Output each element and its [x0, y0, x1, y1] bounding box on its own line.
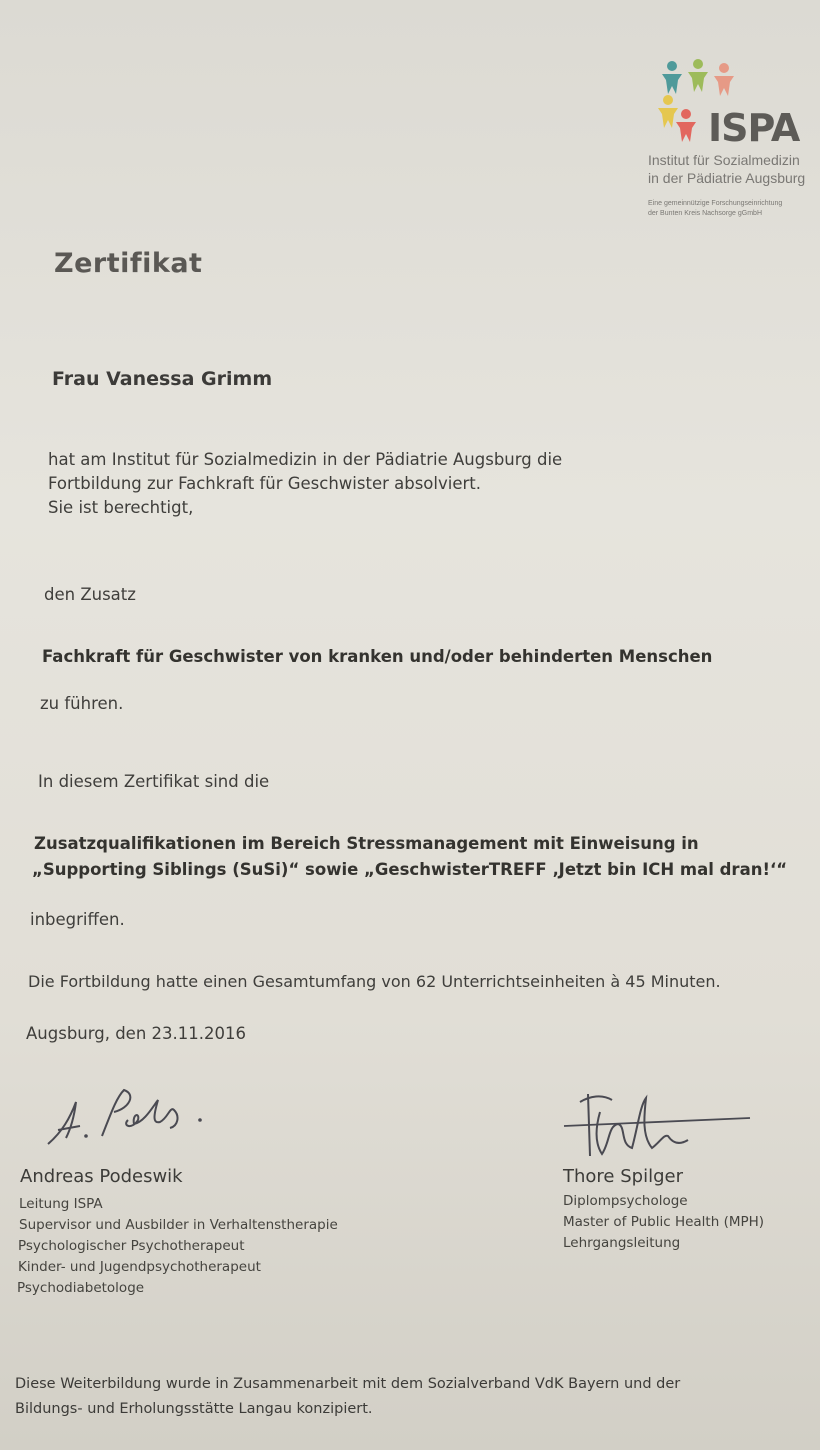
signatory-2-role-2: Master of Public Health (MPH): [563, 1214, 765, 1230]
included-line-1: Zusatzqualifikationen im Bereich Stressmanagement mit Einweisung in: [34, 834, 699, 853]
included-intro: In diesem Zertifikat sind die: [38, 772, 270, 791]
fuehren-text: zu führen.: [40, 694, 124, 713]
inbegriffen-text: inbegriffen.: [30, 910, 125, 929]
scope-text: Die Fortbildung hatte einen Gesamtumfang von 62 Unterrichtseinheiten à 45 Minuten.: [28, 972, 721, 991]
qualification-title: Fachkraft für Geschwister von kranken und/oder behinderten Menschen: [42, 647, 713, 666]
recipient-name: Frau Vanessa Grimm: [52, 368, 273, 390]
included-line-2: „Supporting Siblings (SuSi)“ sowie „GeschwisterTREFF ‚Jetzt bin ICH mal dran!‘“: [32, 860, 788, 879]
ispa-logo: [640, 52, 820, 232]
signatory-2-name: Thore Spilger: [563, 1166, 683, 1187]
certificate-title: Zertifikat: [54, 248, 203, 279]
signatory-1-role-3: Psychologischer Psychotherapeut: [18, 1238, 245, 1254]
intro-line-1: hat am Institut für Sozialmedizin in der Pädiatrie Augsburg die: [48, 450, 563, 469]
zusatz-label: den Zusatz: [44, 585, 136, 604]
signatory-1-role-4: Kinder- und Jugendpsychotherapeut: [18, 1259, 261, 1275]
footer-line-1: Diese Weiterbildung wurde in Zusammenarbeit mit dem Sozialverband VdK Bayern und der: [15, 1376, 681, 1392]
signatory-1-role-2: Supervisor und Ausbilder in Verhaltenstherapie: [19, 1217, 338, 1233]
signatory-1-role-5: Psychodiabetologe: [17, 1280, 145, 1296]
signatory-2-role-1: Diplompsychologe: [563, 1193, 688, 1209]
logo-word: ISPA: [708, 106, 800, 150]
logo-tiny-2: der Bunten Kreis Nachsorge gGmbH: [648, 210, 762, 217]
signatory-2-role-3: Lehrgangsleitung: [563, 1235, 681, 1251]
place-date: Augsburg, den 23.11.2016: [26, 1024, 247, 1043]
signature-spilger: [560, 1086, 760, 1166]
signatory-1-name: Andreas Podeswik: [20, 1166, 183, 1187]
intro-line-3: Sie ist berechtigt,: [48, 498, 194, 517]
logo-line-2: in der Pädiatrie Augsburg: [648, 170, 806, 186]
logo-line-1: Institut für Sozialmedizin: [648, 152, 800, 168]
logo-tiny-1: Eine gemeinnützige Forschungseinrichtung: [648, 200, 783, 207]
signature-podeswik: [40, 1080, 220, 1155]
signatory-1-role-1: Leitung ISPA: [19, 1196, 103, 1212]
footer-line-2: Bildungs- und Erholungsstätte Langau konzipiert.: [15, 1401, 373, 1417]
intro-line-2: Fortbildung zur Fachkraft für Geschwister absolviert.: [48, 474, 481, 493]
